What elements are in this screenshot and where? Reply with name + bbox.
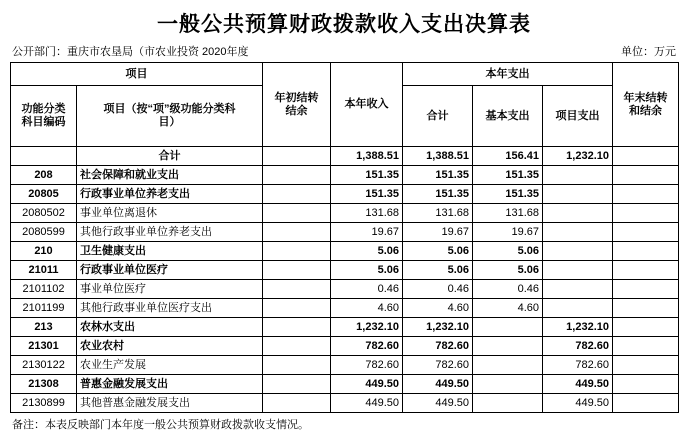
cell-ending-balance [613,337,679,356]
unit-label: 单位：万元 [621,46,676,58]
cell-functional-code: 2130899 [11,394,77,413]
header-expenditure-group: 本年支出 [403,63,613,86]
table-row [11,261,679,280]
cell-total: 0.46 [403,280,473,299]
cell-basic-expenditure [473,318,543,337]
cell-total: 1,232.10 [403,318,473,337]
cell-item-name: 社会保障和就业支出 [77,166,263,185]
cell-ending-balance [613,204,679,223]
cell-item-name: 行政事业单位医疗 [77,261,263,280]
cell-total: 449.50 [403,394,473,413]
cell-project-expenditure [543,242,613,261]
cell-beginning-balance [263,394,331,413]
header-functional-code [11,86,77,147]
header-income: 本年收入 [331,63,403,147]
cell-project-expenditure [543,299,613,318]
cell-income: 1,232.10 [331,318,403,337]
cell-ending-balance [613,280,679,299]
table-row [11,166,679,185]
cell-beginning-balance [263,185,331,204]
cell-functional-code: 2130122 [11,356,77,375]
cell-item-name: 行政事业单位养老支出 [77,185,263,204]
header-item-name-line1: 项目（按“项”级功能分类科 [103,103,236,116]
cell-project-expenditure [543,223,613,242]
cell-functional-code: 20805 [11,185,77,204]
cell-functional-code: 2080599 [11,223,77,242]
table-row [11,356,679,375]
table-row [11,185,679,204]
cell-project-expenditure: 449.50 [543,394,613,413]
page-title: 一般公共预算财政拨款收入支出决算表 [157,12,531,36]
cell-beginning-balance [263,337,331,356]
header-item-name [77,86,263,147]
header-item-name-line2: 目） [158,116,181,128]
cell-project-expenditure [543,166,613,185]
cell-beginning-balance [263,147,331,166]
cell-total: 19.67 [403,223,473,242]
cell-ending-balance [613,375,679,394]
cell-functional-code: 210 [11,242,77,261]
cell-project-expenditure [543,185,613,204]
header-beginning-balance [263,63,331,147]
header-beginning-balance-line1: 年初结转 [274,91,319,104]
cell-income: 1,388.51 [331,147,403,166]
cell-functional-code: 213 [11,318,77,337]
cell-item-name: 农业农村 [77,337,263,356]
document-meta [10,43,678,59]
cell-beginning-balance [263,375,331,394]
header-project-expenditure: 项目支出 [543,86,613,147]
header-functional-code-line2: 科目编码 [21,116,66,128]
cell-project-expenditure [543,204,613,223]
department-label: 公开部门： [12,46,67,58]
cell-ending-balance [613,223,679,242]
cell-total: 5.06 [403,261,473,280]
cell-item-name: 卫生健康支出 [77,242,263,261]
cell-ending-balance [613,242,679,261]
table-note: 备注：本表反映部门本年度一般公共预算财政拨款收支情况。 [12,419,309,431]
cell-beginning-balance [263,299,331,318]
cell-beginning-balance [263,166,331,185]
cell-total: 5.06 [403,242,473,261]
header-functional-code-line1: 功能分类 [21,103,66,116]
cell-project-expenditure [543,261,613,280]
cell-income: 449.50 [331,394,403,413]
cell-project-expenditure [543,280,613,299]
cell-item-name: 其他行政事业单位医疗支出 [77,299,263,318]
cell-item-name: 农林水支出 [77,318,263,337]
cell-basic-expenditure: 5.06 [473,261,543,280]
cell-functional-code: 2080502 [11,204,77,223]
table-row [11,394,679,413]
cell-total: 131.68 [403,204,473,223]
cell-total: 4.60 [403,299,473,318]
header-ending-balance-line2: 和结余 [629,104,662,117]
cell-income: 782.60 [331,356,403,375]
cell-total: 782.60 [403,356,473,375]
cell-income: 151.35 [331,185,403,204]
table-row [11,299,679,318]
cell-beginning-balance [263,204,331,223]
cell-functional-code: 2101102 [11,280,77,299]
table-header [11,63,679,147]
cell-item-name: 事业单位离退休 [77,204,263,223]
cell-basic-expenditure [473,375,543,394]
cell-income: 5.06 [331,242,403,261]
cell-ending-balance [613,166,679,185]
cell-beginning-balance [263,242,331,261]
table-row [11,280,679,299]
cell-basic-expenditure: 131.68 [473,204,543,223]
cell-ending-balance [613,394,679,413]
cell-ending-balance [613,299,679,318]
cell-functional-code [11,147,77,166]
cell-basic-expenditure: 0.46 [473,280,543,299]
cell-total: 782.60 [403,337,473,356]
cell-project-expenditure: 1,232.10 [543,147,613,166]
header-ending-balance-line1: 年末结转 [623,91,668,104]
cell-income: 131.68 [331,204,403,223]
cell-income: 19.67 [331,223,403,242]
cell-beginning-balance [263,280,331,299]
cell-ending-balance [613,318,679,337]
cell-functional-code: 2101199 [11,299,77,318]
cell-beginning-balance [263,318,331,337]
cell-income: 782.60 [331,337,403,356]
cell-basic-expenditure [473,394,543,413]
cell-basic-expenditure [473,356,543,375]
cell-project-expenditure: 449.50 [543,375,613,394]
cell-functional-code: 208 [11,166,77,185]
header-row-1 [11,63,679,86]
cell-income: 449.50 [331,375,403,394]
cell-basic-expenditure: 151.35 [473,166,543,185]
cell-income: 0.46 [331,280,403,299]
table-row [11,318,679,337]
header-ending-balance [613,63,679,147]
cell-basic-expenditure: 151.35 [473,185,543,204]
table-row [11,204,679,223]
cell-project-expenditure: 782.60 [543,337,613,356]
cell-item-name: 事业单位医疗 [77,280,263,299]
cell-basic-expenditure: 4.60 [473,299,543,318]
table-row [11,147,679,166]
cell-ending-balance [613,147,679,166]
cell-ending-balance [613,261,679,280]
cell-ending-balance [613,185,679,204]
cell-total: 151.35 [403,166,473,185]
cell-project-expenditure: 782.60 [543,356,613,375]
cell-basic-expenditure: 156.41 [473,147,543,166]
cell-item-name: 农业生产发展 [77,356,263,375]
cell-item-name: 其他行政事业单位养老支出 [77,223,263,242]
department-value: 重庆市农垦局（市农业投资 2020年度 [67,46,249,58]
cell-functional-code: 21308 [11,375,77,394]
cell-item-name: 合计 [77,147,263,166]
cell-functional-code: 21011 [11,261,77,280]
cell-income: 5.06 [331,261,403,280]
cell-functional-code: 21301 [11,337,77,356]
cell-basic-expenditure [473,337,543,356]
table-row [11,375,679,394]
cell-basic-expenditure: 19.67 [473,223,543,242]
header-beginning-balance-line2: 结余 [285,104,308,117]
cell-beginning-balance [263,223,331,242]
cell-total: 449.50 [403,375,473,394]
header-basic-expenditure: 基本支出 [473,86,543,147]
header-total: 合计 [403,86,473,147]
cell-income: 151.35 [331,166,403,185]
header-item-group: 项目 [11,63,263,86]
cell-total: 151.35 [403,185,473,204]
table-row [11,223,679,242]
cell-project-expenditure: 1,232.10 [543,318,613,337]
table-row [11,337,679,356]
table-row [11,242,679,261]
cell-beginning-balance [263,261,331,280]
department-info [12,43,249,59]
cell-item-name: 其他普惠金融发展支出 [77,394,263,413]
cell-ending-balance [613,356,679,375]
table-body [11,147,679,413]
cell-total: 1,388.51 [403,147,473,166]
cell-basic-expenditure: 5.06 [473,242,543,261]
cell-beginning-balance [263,356,331,375]
cell-income: 4.60 [331,299,403,318]
cell-item-name: 普惠金融发展支出 [77,375,263,394]
budget-table [10,62,679,413]
